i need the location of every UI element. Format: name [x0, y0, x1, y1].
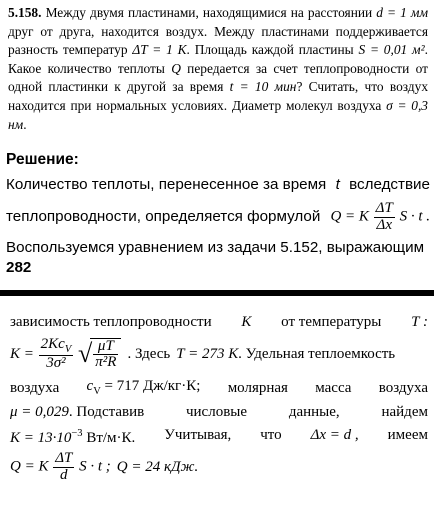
area-expr: S = 0,01 м² — [358, 42, 425, 58]
specific-heat-expr — [87, 376, 201, 402]
problem-text-5: передается за счет теплопроводности от одной пластинки к другой за время — [8, 60, 428, 95]
cv-sub: V — [93, 385, 101, 397]
final-result: Q = 24 кДж. — [116, 458, 199, 475]
sigma-expr: σ = 0,3 нм — [8, 97, 428, 132]
page-divider — [0, 290, 434, 296]
temperature-diff-expr: ΔT = 1 К — [132, 42, 187, 58]
lower-l3-b: молярная — [227, 380, 288, 397]
lower-l3-d: воздуха — [378, 380, 428, 397]
lower-l4-d: найдем — [381, 403, 428, 420]
k-formula-fraction — [39, 337, 74, 372]
k-value-expr — [10, 423, 135, 449]
lower-l4-c: данные, — [288, 403, 340, 420]
lower-l1-b: от температуры — [281, 314, 382, 330]
solution-line-1 — [6, 175, 430, 195]
problem-text-4: . Какое количество теплоты — [8, 42, 428, 76]
problem-text-1: Между двумя пластинами, находящимися на расстоянии — [45, 5, 373, 20]
distance-expr: d = 1 мм — [376, 5, 428, 20]
solution-p1-a: Количество теплоты, перенесенное за время — [6, 176, 327, 193]
cv-symbol: c — [86, 377, 94, 394]
final-formula-denominator: d — [60, 466, 68, 483]
lower-l5-b: что — [260, 427, 282, 444]
heat-symbol: Q — [171, 60, 181, 76]
solution-line-2 — [6, 201, 430, 234]
k-value: K = 13·10 — [10, 429, 72, 446]
heat-formula-fraction — [374, 201, 395, 234]
page-number: 282 — [6, 259, 32, 276]
mu-value: μ = 0,029 — [10, 403, 69, 420]
final-formula-fraction — [53, 451, 74, 484]
cv-value: = 717 Дж/кг·К; — [104, 377, 201, 394]
lower-l3-c: масса — [315, 380, 352, 397]
k-sqrt-denominator: π²R — [95, 354, 117, 371]
lower-line-1 — [10, 312, 428, 333]
time-expr: t = 10 мин — [229, 79, 297, 95]
solution-heading: Решение: — [6, 151, 79, 168]
k-unit: Вт/м·К. — [86, 429, 136, 446]
lower-line-2 — [10, 337, 428, 372]
final-formula — [10, 451, 111, 484]
lower-l1-t: T : — [411, 314, 428, 330]
molar-mass-expr — [10, 402, 144, 423]
final-formula-lhs: Q = K — [10, 458, 49, 475]
heat-formula-lhs: Q = K — [330, 208, 369, 225]
k-formula-lhs: K = — [10, 345, 34, 362]
solution-line-3 — [6, 238, 430, 258]
problem-text-3: . Площадь каждой пластины — [186, 42, 354, 58]
lower-l4-a: . Подставив — [68, 403, 145, 420]
heat-formula-denominator: Δx — [376, 216, 392, 233]
k-formula-denominator: 3σ² — [46, 355, 66, 372]
lower-l1-a: зависимость теплопроводности — [10, 314, 212, 330]
problem-text-7: . — [23, 116, 27, 132]
lower-l1-k: K — [241, 314, 252, 330]
solution-p1-b: вследствие — [349, 176, 430, 193]
k-num-sub: V — [64, 344, 72, 355]
problem-text-2: друг от друга, находится воздух. Между пластинами поддерживается разность температур — [8, 23, 428, 58]
dx-equals-d: Δx = d , — [310, 427, 359, 444]
lower-line-3 — [10, 376, 428, 402]
lower-page-text — [10, 312, 428, 483]
lower-l2-rest: . Удельная теплоемкость — [238, 345, 396, 362]
final-formula-rhs: S · t ; — [79, 458, 111, 475]
k-formula-sqrt — [90, 338, 121, 372]
solution-time-symbol: t — [335, 176, 340, 193]
k-exponent: −3 — [71, 427, 83, 439]
lower-l4-b: числовые — [185, 403, 248, 420]
lower-l3-a: воздуха — [10, 380, 60, 397]
heat-formula-numerator: ΔT — [375, 200, 393, 216]
k-num-text: 2Kc — [40, 336, 65, 352]
conductivity-formula — [10, 337, 121, 372]
lower-line-4 — [10, 402, 428, 423]
lower-line-5 — [10, 423, 428, 449]
k-sqrt-fraction — [93, 339, 118, 372]
solution-p3: Воспользуемся уравнением из задачи 5.152, выражающим — [6, 239, 425, 256]
heat-formula-rhs: S · t . — [399, 208, 430, 225]
problem-number: 5.158. — [8, 5, 42, 20]
lower-l2-t: T = 273 К — [176, 345, 239, 362]
heat-formula — [330, 201, 430, 234]
solution-p2-a: теплопроводности, определяется формулой — [6, 208, 321, 226]
problem-statement — [8, 4, 428, 134]
k-formula-numerator — [39, 337, 74, 356]
lower-l5-a: Учитывая, — [164, 427, 232, 444]
lower-line-6 — [10, 451, 428, 484]
lower-l5-c: имеем — [387, 427, 428, 444]
lower-l2-text: . Здесь — [127, 345, 171, 362]
k-sqrt-numerator: μT — [93, 339, 118, 356]
sqrt-sign: √ — [77, 339, 93, 369]
final-formula-numerator: ΔT — [55, 449, 73, 466]
problem-text-6: ? Считать, что воздух находится при нормальных условиях. Диаметр молекул воздуха — [8, 79, 429, 113]
